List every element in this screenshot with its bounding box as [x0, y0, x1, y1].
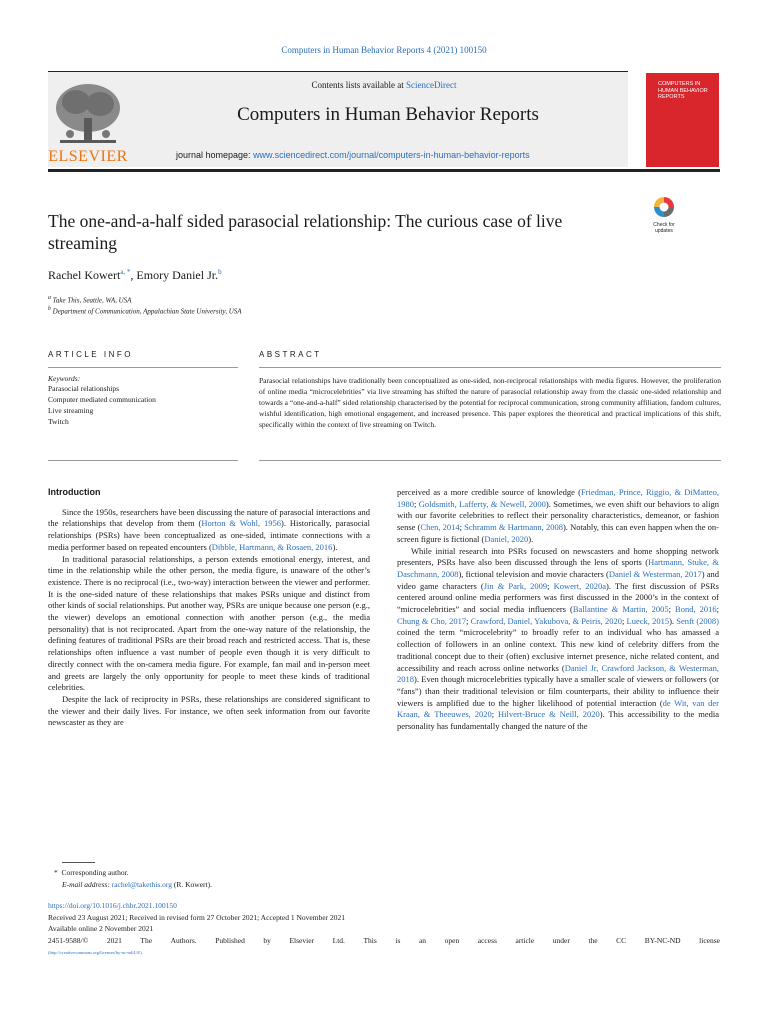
keyword-item: Twitch — [48, 417, 69, 426]
footnote-rule — [62, 862, 95, 863]
cover-title: COMPUTERS IN HUMAN BEHAVIOR REPORTS — [658, 81, 708, 100]
citation-link[interactable]: Kowert, 2020a — [553, 580, 607, 591]
citation-link[interactable]: Daniel, 2020 — [484, 533, 529, 544]
license-word: The — [140, 936, 153, 945]
license-word: Authors. — [170, 936, 197, 945]
keyword-item: Parasocial relationships — [48, 384, 120, 393]
license-word: Elsevier — [289, 936, 315, 945]
body-paragraph: Since the 1950s, researchers have been discussing the nature of parasocial interactions and the relationships that develop from them (Horton & Wohl, 1956). Historically, parasocial relationships (PSRs) have been conceptualized as one-sided, intimate connections with a media performer based on repeated encounters (Dibble, Hartmann, & Rosaen, 2016). — [48, 506, 371, 552]
license-word: an — [418, 936, 427, 945]
citation-link[interactable]: Chen, 2014 — [420, 522, 460, 533]
elsevier-wordmark: ELSEVIER — [48, 148, 128, 165]
license-word: under — [552, 936, 570, 945]
citation-link[interactable]: Lueck, 2015 — [626, 615, 670, 626]
body-right-column — [397, 487, 719, 733]
license-word: the — [588, 936, 598, 945]
author-list: Rachel Kowert$^{a, *}$, Emory Daniel Jr.$^b$ — [48, 268, 222, 282]
journal-name: Computers in Human Behavior Reports — [237, 104, 539, 125]
abstract-text: Parasocial relationships have traditionally been conceptualized as one-sided, non-reciprocal relationships with media figures. However, the proliferation of online media “microcelebrities” via live streaming has shifted the nature of parasocial relationship away from the classic one-sided relationship and towards a “one-and-a-half” sided relationship characterised by the potential for reciprocal communication, strong community affiliation, fandom cultures, wishful identification, high emotional engagement, and increased presence. This paper explores the theoretical and practical implications of this shift, specifically within the context of live streaming on Twitch. — [259, 376, 721, 429]
citation-link[interactable]: Bond, 2016 — [675, 604, 717, 615]
citation-link[interactable]: de Wit, van der Kraan, & Theeuwes, 2020 — [397, 697, 719, 720]
body-paragraph: Despite the lack of reciprocity in PSRs, these relationships are considered significant to the viewer and their daily lives. For instance, we often seek information from our favorite newscaster as they are — [48, 693, 370, 728]
affiliation-a: $^a$ Take This, Seattle, WA, USA — [48, 295, 132, 305]
license-word: This — [363, 936, 377, 945]
check-for-updates-badge[interactable] — [649, 196, 679, 232]
keywords-label: Keywords: — [48, 374, 81, 383]
keyword-item: Live streaming — [48, 406, 94, 415]
citation-link[interactable]: Dibble, Hartmann, & Rosaen, 2016 — [211, 541, 333, 552]
article-title: The one-and-a-half sided parasocial relationship: The curious case of live streaming — [48, 211, 563, 253]
abstract-bottom-rule — [259, 460, 721, 461]
sciencedirect-link[interactable]: ScienceDirect — [406, 80, 457, 90]
license-word: article — [515, 936, 535, 945]
citation-link[interactable]: Jin & Park, 2009 — [483, 580, 548, 591]
license-line — [48, 936, 720, 945]
body-left-column — [48, 487, 370, 729]
citation-link[interactable]: Hilvert-Bruce & Neill, 2020 — [498, 709, 600, 720]
corresponding-author-note: * Corresponding author. — [54, 868, 129, 877]
body-paragraph: In traditional parasocial relationships, a person extends emotional energy, interest, and time in the relationship while the other person, the media figure, is unaware of the other’s existence. There is no reciprocal (i.e., two-way) interaction between the viewer and performer. It is the one-sided nature of these relationships that makes PSRs unique and distinct from other kinds of social relationships. Put another way, PSRs are unique because one person (e.g., the viewer) develops an emotional connection with another person (e.g., the media personality) that is not reciprocated. Apart from the one-way nature of the relationship, the defining features of traditional PSRs are their broad reach and restricted access. That is, these relationships often influence a vast number of people even though it is very difficult to directly connect with the on-camera media figure. For example, fan mail and in-person meet and greets are largely the only opportunity for people to meet these kinds of traditional celebrities. — [48, 553, 370, 693]
article-info-bottom-rule — [48, 460, 238, 461]
license-link[interactable]: (http://creativecommons.org/licenses/by-nc-nd/4.0/). — [48, 950, 143, 955]
journal-cover-image[interactable] — [646, 73, 719, 167]
citation-link[interactable]: Ballantine & Martin, 2005 — [572, 604, 669, 615]
license-word: BY-NC-ND — [644, 936, 681, 945]
check-for-updates-icon — [653, 196, 675, 220]
homepage-link[interactable]: www.sciencedirect.com/journal/computers-in-human-behavior-reports — [253, 150, 530, 160]
email-note: E-mail address: rachel@takethis.org (R. Kowert). — [62, 880, 213, 889]
introduction-heading: Introduction — [48, 487, 101, 497]
license-word: 2021 — [106, 936, 122, 945]
citation-link[interactable]: Horton & Wohl, 1956 — [201, 518, 282, 529]
citation-link[interactable]: Daniel Jr, Crawford Jackson, & Westerman, 2018 — [397, 662, 719, 685]
received-dates: Received 23 August 2021; Received in revised form 27 October 2021; Accepted 1 November 2021 — [48, 913, 346, 922]
license-word: CC — [616, 936, 627, 945]
author-name[interactable]: Rachel Kowert — [48, 268, 121, 282]
license-word: Published — [215, 936, 245, 945]
homepage-prefix: journal homepage: — [176, 150, 254, 160]
header-bottom-rule — [48, 169, 720, 172]
citation-link[interactable]: Crawford, Daniel, Yakubova, & Peiris, 2020 — [470, 615, 622, 626]
journal-citation[interactable]: Computers in Human Behavior Reports 4 (2021) 100150 — [281, 45, 487, 55]
article-info-rule — [48, 367, 238, 368]
license-word: by — [263, 936, 271, 945]
author-marks[interactable]: b — [218, 268, 222, 276]
citation-link[interactable]: Hartmann, Stuke, & Daschmann, 2008 — [397, 557, 719, 579]
abstract-heading: ABSTRACT — [259, 350, 322, 359]
citation-link[interactable]: Chung & Cho, 2017 — [397, 615, 467, 626]
body-paragraph: While initial research into PSRs focused on newscasters and home shopping network presenters, PSRs have also been discussed through the lens of sports (Hartmann, Stuke, & Daschmann, 2008), fictional television and movie characters (Daniel & Westerman, 2017) and video game characters (Jin & Park, 2009; Kowert, 2020a). The first discussion of PSRs centered around online media performers was first discussed in the 2000’s in the context of “microcelebrities” and social media influencers (Ballantine & Martin, 2005; Bond, 2016; Chung & Cho, 2017; Crawford, Daniel, Yakubova, & Peiris, 2020; Lueck, 2015). Senft (2008) coined the term “microcelebrity” to broadly refer to an individual who has amassed a collection of followers in an online context. This new kind of celebrity differs from the traditional concept due to their (often) exclusive internet presence, niche related content, and accessibility and reach across online networks (Daniel Jr, Crawford Jackson, & Westerman, 2018). Even though microcelebrities typically have a smaller scale of viewers or followers (or “fans”) than their traditional television or film counterparts, their ability to influence their viewers is amplified due to the higher likelihood of potential interaction (de Wit, van der Kraan, & Theeuwes, 2020; Hilvert-Bruce & Neill, 2020). This accessibility to the media personality has fundamentally changed the nature of the — [397, 545, 719, 732]
contents-prefix: Contents lists available at — [311, 80, 406, 90]
email-link[interactable]: rachel@takethis.org — [111, 880, 173, 889]
check-for-updates-label: Check for updates — [653, 222, 675, 234]
doi-link[interactable]: https://doi.org/10.1016/j.chbr.2021.100150 — [48, 901, 177, 910]
journal-homepage-line — [176, 150, 530, 160]
abstract-rule — [259, 367, 721, 368]
citation-link[interactable]: Friedman, Prince, Riggio, & DiMatteo, 1980 — [397, 487, 719, 509]
author-name[interactable]: Emory Daniel Jr. — [136, 268, 219, 282]
license-word: license — [699, 936, 720, 945]
body-paragraph: perceived as a more credible source of knowledge (Friedman, Prince, Riggio, & DiMatteo, 1980; Goldsmith, Lafferty, & Newell, 2000). Sometimes, we even shift our behaviors to align with our favorite celebrities to reflect their personality characteristics, demeanor, or fashion sense (Chen, 2014; Schramm & Hartmann, 2008). Notably, this can even happen when the on-screen figure is fictional (Daniel, 2020). — [397, 487, 719, 544]
author-marks[interactable]: a, * — [120, 268, 131, 276]
license-word: open — [444, 936, 460, 945]
license-word: Ltd. — [332, 936, 345, 945]
license-word: 2451-9588/© — [48, 936, 89, 945]
license-word: is — [395, 936, 401, 945]
license-word: access — [477, 936, 497, 945]
citation-link[interactable]: Goldsmith, Lafferty, & Newell, 2000 — [418, 498, 546, 509]
citation-link[interactable]: Senft (2008) — [676, 615, 719, 626]
citation-link[interactable]: Schramm & Hartmann, 2008 — [464, 522, 563, 533]
affiliation-b: $^b$ Department of Communication, Appalachian State University, USA — [48, 306, 242, 316]
keyword-item: Computer mediated communication — [48, 395, 156, 404]
available-online: Available online 2 November 2021 — [48, 924, 154, 933]
citation-link[interactable]: Daniel & Westerman, 2017 — [608, 568, 702, 579]
article-info-heading: ARTICLE INFO — [48, 350, 133, 359]
